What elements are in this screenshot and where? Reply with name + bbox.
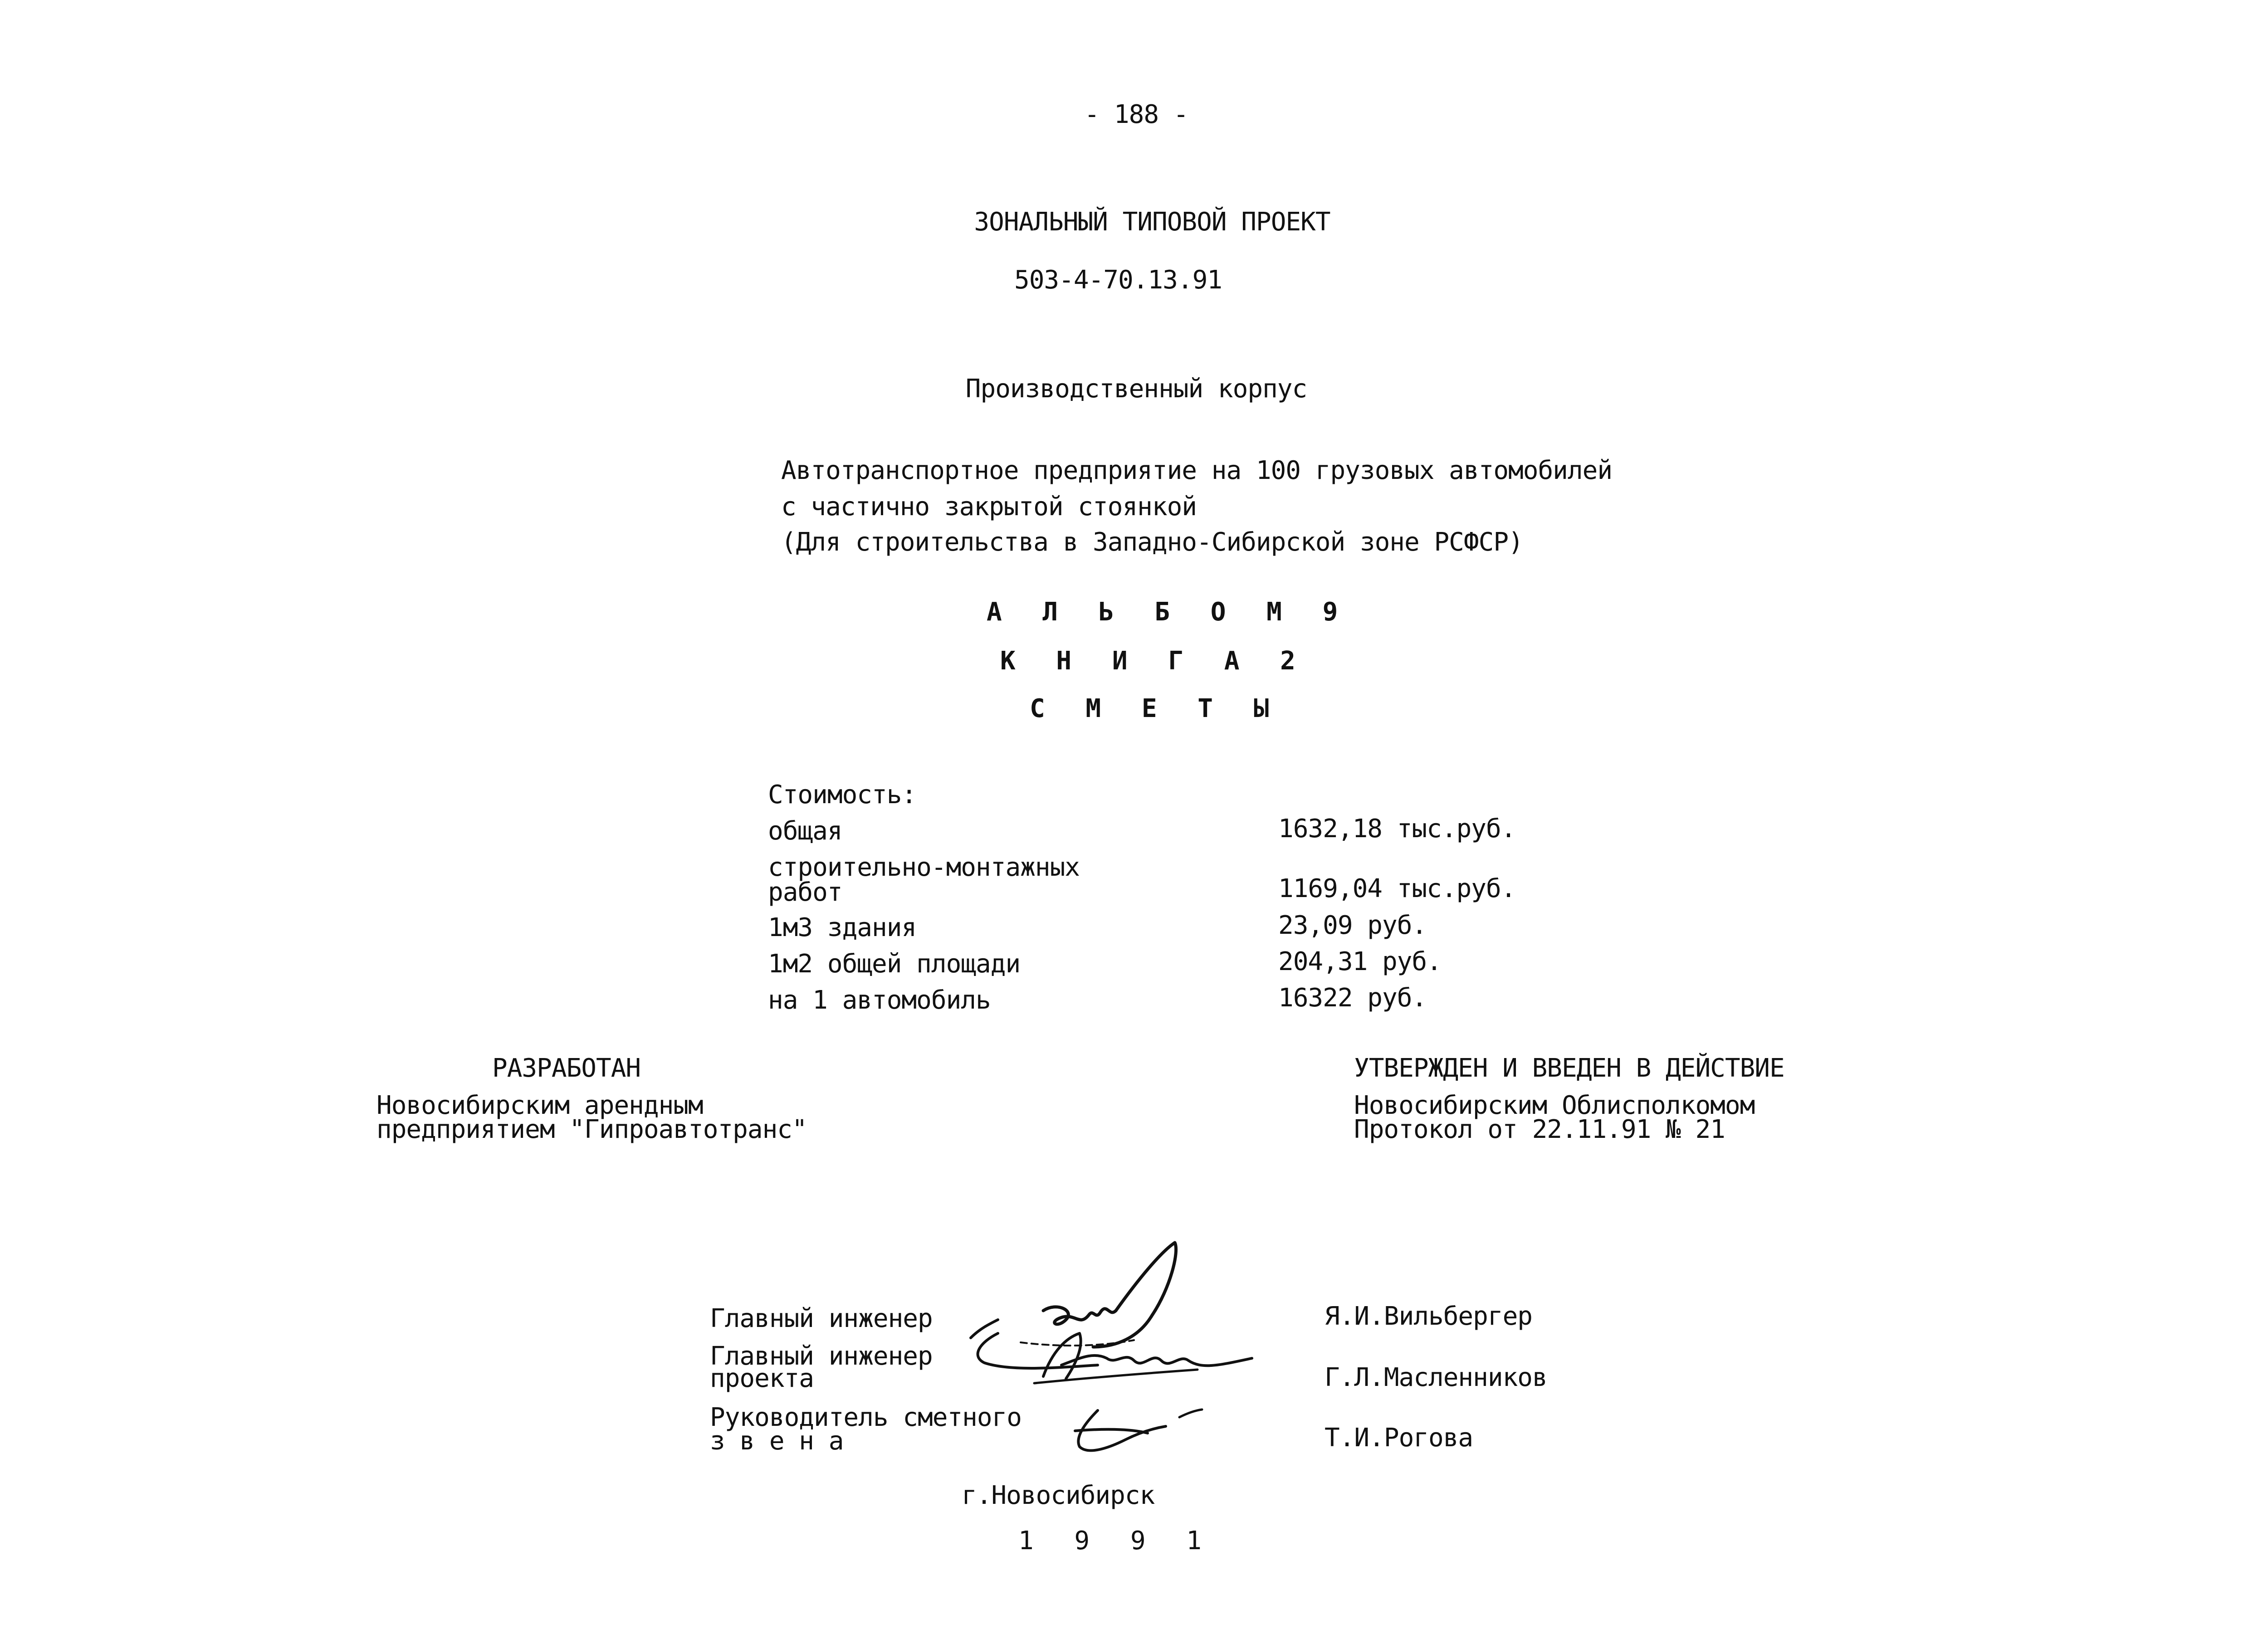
- signatory-name-2: Г.Л.Масленников: [1325, 1363, 1547, 1392]
- developed-line-1: Новосибирским арендным: [376, 1091, 703, 1120]
- approved-line-2: Протокол от 22.11.91 № 21: [1354, 1115, 1725, 1144]
- project-code: 503-4-70.13.91: [1014, 265, 1222, 295]
- cost-value-per-m2: 204,31 руб.: [1278, 947, 1442, 976]
- cost-value-per-vehicle: 16322 руб.: [1278, 983, 1427, 1013]
- project-type-heading: ЗОНАЛЬНЫЙ ТИПОВОЙ ПРОЕКТ: [974, 207, 1330, 237]
- description-line-3: (Для строительства в Западно-Сибирской зоне РСФСР): [781, 527, 1523, 557]
- signatory-role-2-line-1: Главный инженер: [710, 1341, 933, 1371]
- cost-value-construction: 1169,04 тыс.руб.: [1278, 874, 1516, 903]
- book-label: К Н И Г А 2: [1000, 646, 1308, 676]
- approved-heading: УТВЕРЖДЕН И ВВЕДЕН В ДЕЙСТВИЕ: [1354, 1054, 1784, 1083]
- signatory-role-3-line-2: з в е н а: [710, 1426, 844, 1456]
- signatory-name-3: Т.И.Рогова: [1325, 1423, 1473, 1453]
- signatory-role-1: Главный инженер: [710, 1304, 933, 1333]
- cost-label-construction-2: работ: [768, 878, 842, 907]
- cost-value-per-m3: 23,09 руб.: [1278, 911, 1427, 940]
- description-line-2: с частично закрытой стоянкой: [781, 492, 1197, 522]
- album-label: А Л Ь Б О М 9: [987, 597, 1351, 627]
- cost-label-per-m3: 1м3 здания: [768, 913, 917, 942]
- city: г.Новосибирск: [962, 1481, 1155, 1510]
- description-line-1: Автотранспортное предприятие на 100 грузовых автомобилей: [781, 456, 1613, 485]
- cost-heading: Стоимость:: [768, 780, 917, 810]
- cost-value-total: 1632,18 тыс.руб.: [1278, 814, 1516, 844]
- year: 1 9 9 1: [1018, 1526, 1215, 1556]
- section-label: С М Е Т Ы: [1030, 694, 1282, 723]
- approved-line-1: Новосибирским Облисполкомом: [1354, 1091, 1755, 1120]
- cost-label-construction-1: строительно-монтажных: [768, 853, 1080, 882]
- signature-chief-project-engineer: [943, 1315, 1270, 1406]
- signatory-name-1: Я.И.Вильбергер: [1325, 1302, 1533, 1331]
- signatory-role-2-line-2: проекта: [710, 1364, 814, 1393]
- developed-line-2: предприятием "Гипроавтотранс": [376, 1115, 807, 1144]
- page-number: - 188 -: [1084, 100, 1188, 129]
- signatory-role-3-line-1: Руководитель сметного: [710, 1403, 1022, 1432]
- signature-estimate-lead: [1034, 1397, 1225, 1469]
- cost-label-per-m2: 1м2 общей площади: [768, 949, 1021, 979]
- cost-label-total: общая: [768, 816, 842, 846]
- developed-heading: РАЗРАБОТАН: [492, 1054, 641, 1083]
- subject-title: Производственный корпус: [965, 374, 1307, 404]
- cost-label-per-vehicle: на 1 автомобиль: [768, 985, 991, 1015]
